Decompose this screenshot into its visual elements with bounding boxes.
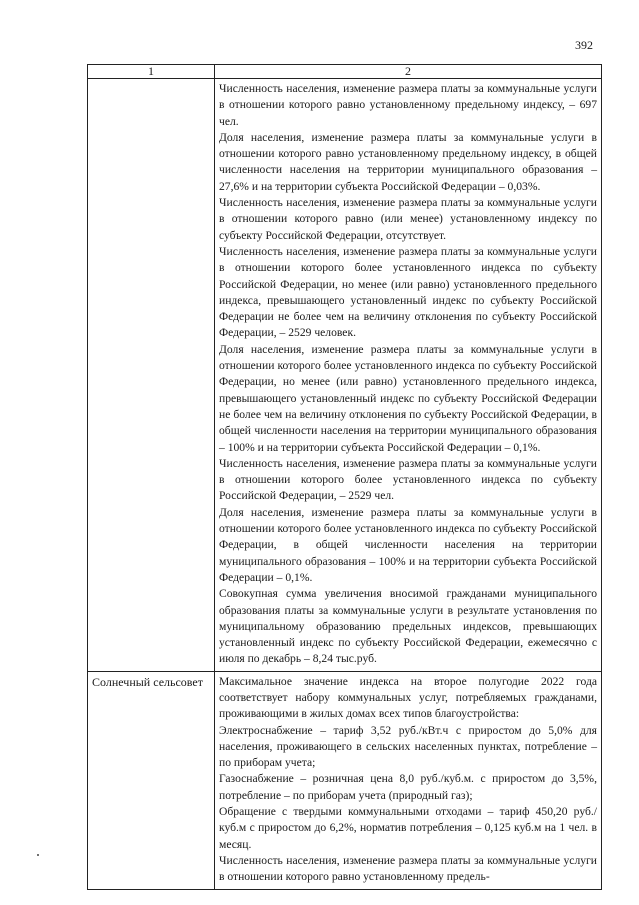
- description-cell: [215, 79, 602, 672]
- paragraph: Газоснабжение – розничная цена 8,0 руб./куб.м. с приростом до 3,5%, потребление – по приборам учета (природный газ);: [219, 772, 597, 802]
- paragraph: Совокупная сумма увеличения вносимой гражданами муниципального образования платы за коммунальные услуги в результате установления по муниципальному образованию предельных индексов, превышающих установленный индекс по субъекту Российской Федерации, ежемесячно с июля по декабрь – 8,24 тыс.руб.: [219, 587, 597, 666]
- paragraph: Обращение с твердыми коммунальными отходами – тариф 450,20 руб./куб.м с приростом до 6,2%, норматив потребления – 0,125 куб.м на 1 чел. в месяц.: [219, 805, 597, 851]
- paragraph: Электроснабжение – тариф 3,52 руб./кВт.ч с приростом до 5,0% для населения, проживающего в сельских населенных пунктах, потребление – по приборам учета;: [219, 723, 597, 770]
- indices-table: [87, 64, 602, 890]
- table-row: [88, 79, 602, 672]
- municipality-name-cell: [88, 79, 215, 672]
- paragraph: Максимальное значение индекса на второе полугодие 2022 года соответствует набору коммунальных услуг, потребляемых гражданами, проживающими в жилых домах всех типов благоустройства:: [219, 674, 597, 721]
- paragraph: Численность населения, изменение размера платы за коммунальные услуги в отношении которого более установленного индекса по субъекту Российской Федерации, – 2529 чел.: [219, 456, 597, 503]
- paragraph: Доля населения, изменение размера платы за коммунальные услуги в отношении которого более установленного индекса по субъекту Российской Федерации, в общей численности населения на территории муниципального образования – 100% и на территории субъекта Российской Федерации – 0,1%.: [219, 505, 597, 584]
- scan-speck: [37, 854, 39, 856]
- page-number: 392: [575, 38, 593, 52]
- municipality-name-cell: Солнечный сельсовет: [88, 671, 215, 889]
- table-header-row: [88, 65, 602, 79]
- paragraph: Численность населения, изменение размера платы за коммунальные услуги в отношении которого равно установленному предель-: [219, 853, 597, 884]
- description-cell: [215, 671, 602, 889]
- paragraph: Доля населения, изменение размера платы за коммунальные услуги в отношении которого более установленного индекса по субъекту Российской Федерации, но менее (или равно) установленного предельного индекса, превышающего установленный индекс по субъекту Российской Федерации не более чем на величину отклонения по субъекту Российской Федерации, в общей численности населения на территории муниципального образования – 100% и на территории субъекта Российской Федерации – 0,1%.: [219, 342, 597, 454]
- column-header-2: 2: [215, 65, 602, 79]
- paragraph: Численность населения, изменение размера платы за коммунальные услуги в отношении которого равно (или менее) установленному индексу по субъекту Российской Федерации, отсутствует.: [219, 196, 597, 242]
- column-header-1: 1: [88, 65, 215, 79]
- paragraph: Численность населения, изменение размера платы за коммунальные услуги в отношении которого равно установленному предельному индексу, – 697 чел.: [219, 82, 597, 128]
- paragraph: Доля населения, изменение размера платы за коммунальные услуги в отношении которого равно установленному предельному индексу, в общей численности населения на территории муниципального образования – 27,6% и на территории субъекта Российской Федерации – 0,03%.: [219, 130, 597, 193]
- paragraph: Численность населения, изменение размера платы за коммунальные услуги в отношении которого более установленного индекса по субъекту Российской Федерации, но менее (или равно) установленного предельного индекса, превышающего установленный индекс по субъекту Российской Федерации не более чем на величину отклонения по субъекту Российской Федерации, – 2529 человек.: [219, 244, 597, 340]
- table-row: [88, 671, 602, 889]
